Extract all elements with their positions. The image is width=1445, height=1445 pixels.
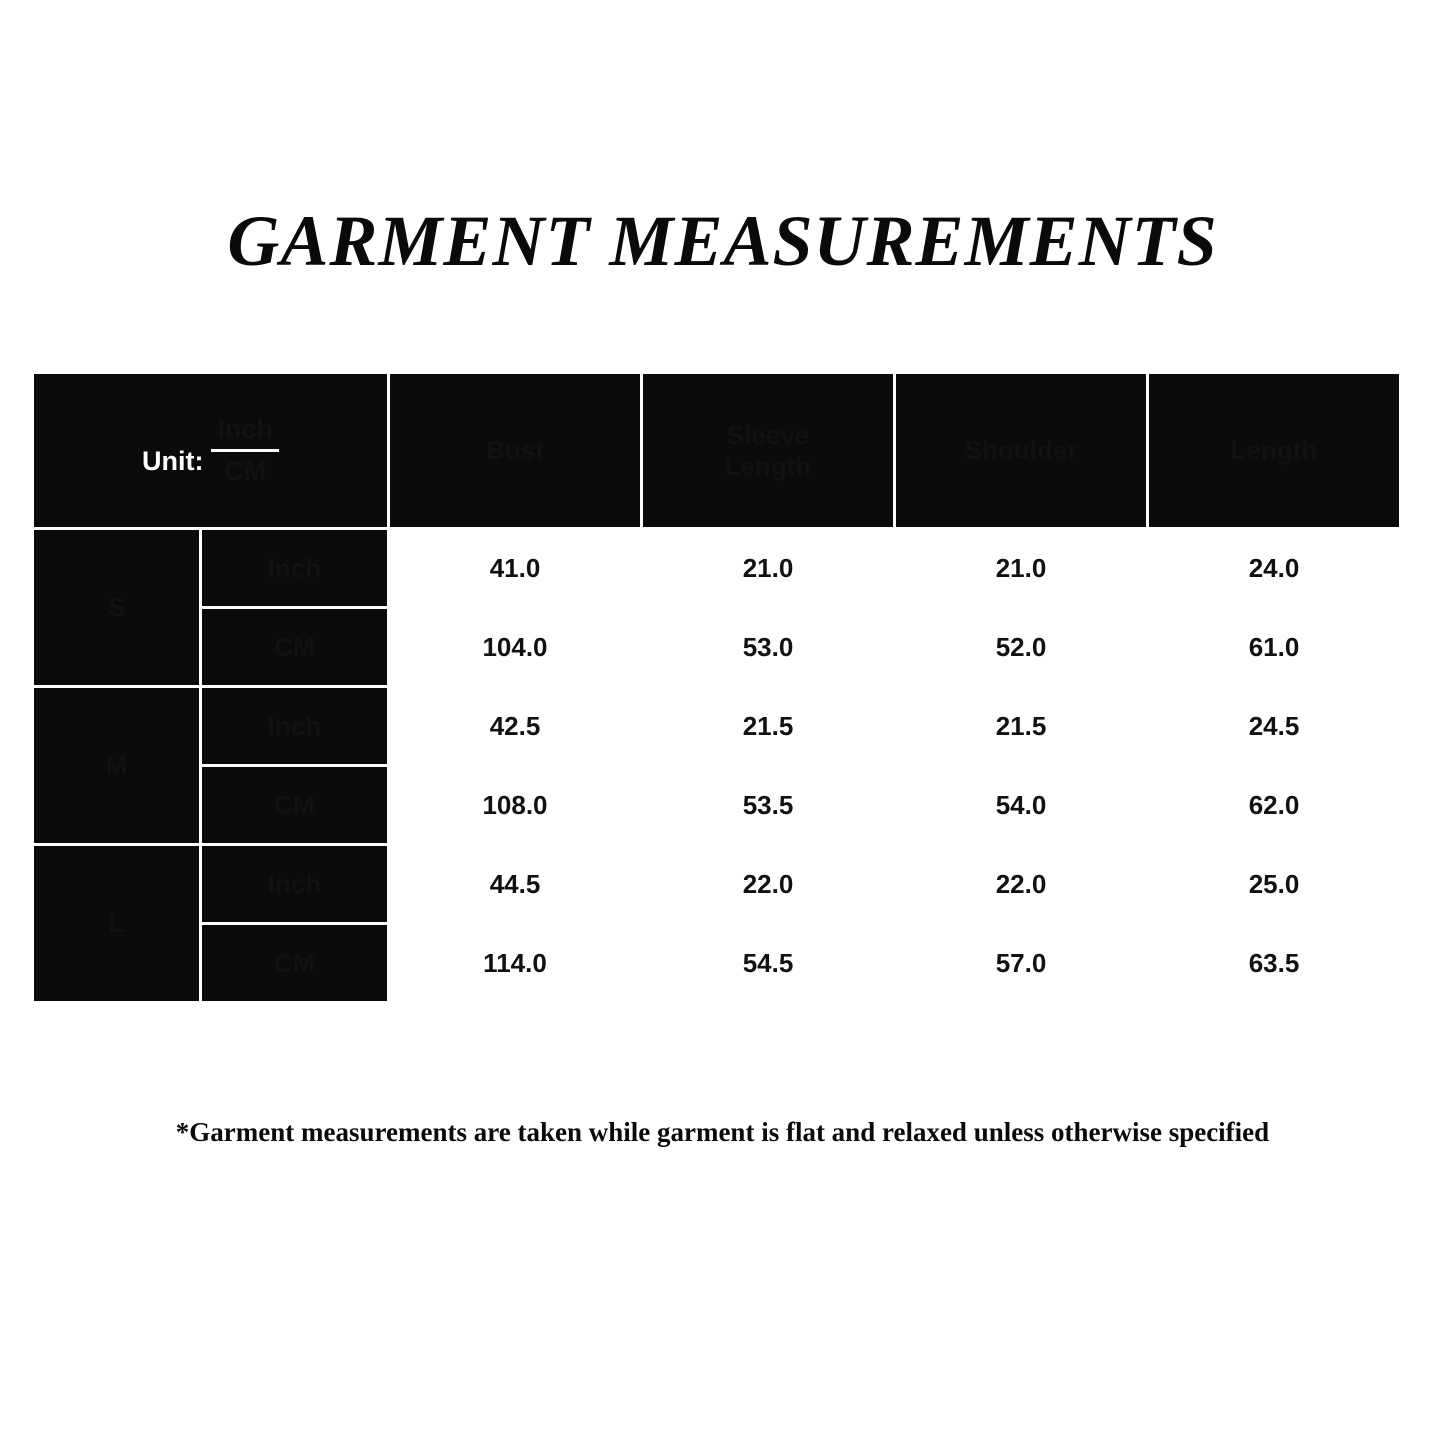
column-header-sleeve-line2: Length (724, 450, 812, 481)
unit-cell-s-inch: Inch (201, 529, 389, 608)
unit-cell-l-cm: CM (201, 924, 389, 1003)
value-m-cm-bust: 108.0 (389, 766, 642, 845)
value-m-inch-bust: 42.5 (389, 687, 642, 766)
value-s-cm-length: 61.0 (1148, 608, 1401, 687)
size-label-s: S (33, 529, 201, 687)
unit-fraction (211, 414, 279, 487)
size-label-m: M (33, 687, 201, 845)
value-m-inch-sleeve-length: 21.5 (642, 687, 895, 766)
column-header-sleeve-line1: Sleeve (726, 419, 810, 450)
value-m-cm-sleeve-length: 53.5 (642, 766, 895, 845)
value-m-cm-length: 62.0 (1148, 766, 1401, 845)
table-row (33, 845, 1401, 924)
value-l-cm-sleeve-length: 54.5 (642, 924, 895, 1003)
value-m-inch-shoulder: 21.5 (895, 687, 1148, 766)
table-row (33, 766, 1401, 845)
column-header-sleeve-length (642, 373, 895, 529)
measurements-table (31, 371, 1402, 1004)
value-l-cm-shoulder: 57.0 (895, 924, 1148, 1003)
value-l-inch-length: 25.0 (1148, 845, 1401, 924)
unit-cell-m-inch: Inch (201, 687, 389, 766)
table-row (33, 608, 1401, 687)
unit-cell-m-cm: CM (201, 766, 389, 845)
column-header-bust: Bust (389, 373, 642, 529)
size-label-l: L (33, 845, 201, 1003)
value-s-inch-length: 24.0 (1148, 529, 1401, 608)
table-header-row (33, 373, 1401, 529)
column-header-shoulder: Shoulder (895, 373, 1148, 529)
table-row (33, 687, 1401, 766)
table-row (33, 924, 1401, 1003)
value-l-inch-shoulder: 22.0 (895, 845, 1148, 924)
unit-header-cell (33, 373, 389, 529)
value-l-inch-bust: 44.5 (389, 845, 642, 924)
unit-label: Unit: (142, 446, 204, 476)
value-l-cm-bust: 114.0 (389, 924, 642, 1003)
value-s-inch-sleeve-length: 21.0 (642, 529, 895, 608)
value-l-cm-length: 63.5 (1148, 924, 1401, 1003)
value-m-inch-length: 24.5 (1148, 687, 1401, 766)
unit-fraction-numerator: Inch (211, 414, 279, 452)
measurements-table-container (31, 371, 1399, 1004)
unit-fraction-denominator: CM (224, 456, 267, 486)
value-s-inch-bust: 41.0 (389, 529, 642, 608)
value-m-cm-shoulder: 54.0 (895, 766, 1148, 845)
footnote: *Garment measurements are taken while garment is flat and relaxed unless otherwise specified (175, 1117, 1270, 1147)
value-s-cm-shoulder: 52.0 (895, 608, 1148, 687)
column-header-length: Length (1148, 373, 1401, 529)
value-s-cm-bust: 104.0 (389, 608, 642, 687)
page-title: GARMENT MEASUREMENTS (227, 201, 1218, 281)
value-l-inch-sleeve-length: 22.0 (642, 845, 895, 924)
table-row (33, 529, 1401, 608)
value-s-inch-shoulder: 21.0 (895, 529, 1148, 608)
value-s-cm-sleeve-length: 53.0 (642, 608, 895, 687)
unit-cell-l-inch: Inch (201, 845, 389, 924)
unit-cell-s-cm: CM (201, 608, 389, 687)
